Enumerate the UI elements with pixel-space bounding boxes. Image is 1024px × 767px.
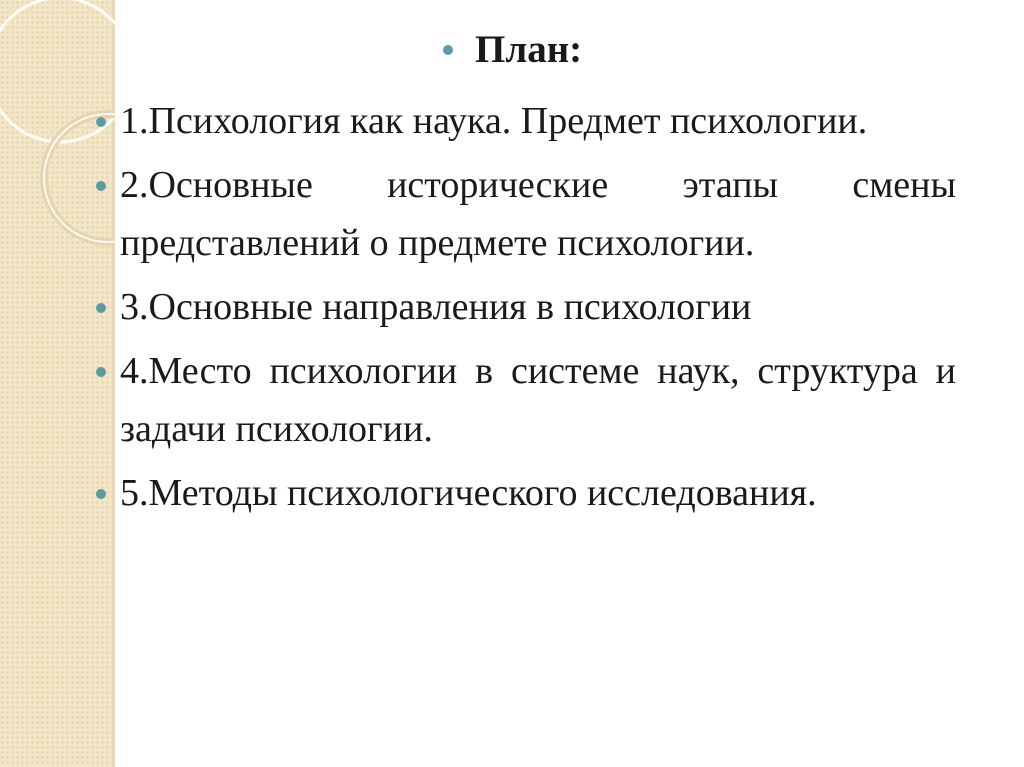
list-item [96, 464, 956, 522]
list-item-text: 3.Основные направления в психологии [120, 286, 752, 328]
list-item [96, 342, 956, 458]
slide-title-row [443, 28, 582, 72]
list-item-text: 2.Основные исторические этапы смены представлений о предмете психологии. [120, 164, 956, 264]
bullet-icon [96, 303, 106, 313]
bullet-icon [96, 489, 106, 499]
list-item [96, 92, 956, 150]
slide-title: План: [475, 28, 583, 71]
list-item-text: 4.Место психологии в системе наук, структура и задачи психологии. [120, 350, 956, 450]
list-item [96, 156, 956, 272]
list-item-text: 5.Методы психологического исследования. [120, 472, 817, 514]
bullet-icon [96, 181, 106, 191]
list-item [96, 278, 956, 336]
plan-list [96, 92, 956, 528]
bullet-icon [96, 367, 106, 377]
bullet-icon [96, 117, 106, 127]
list-item-text: 1.Психология как наука. Предмет психологии. [120, 100, 868, 142]
bullet-icon [443, 45, 453, 55]
